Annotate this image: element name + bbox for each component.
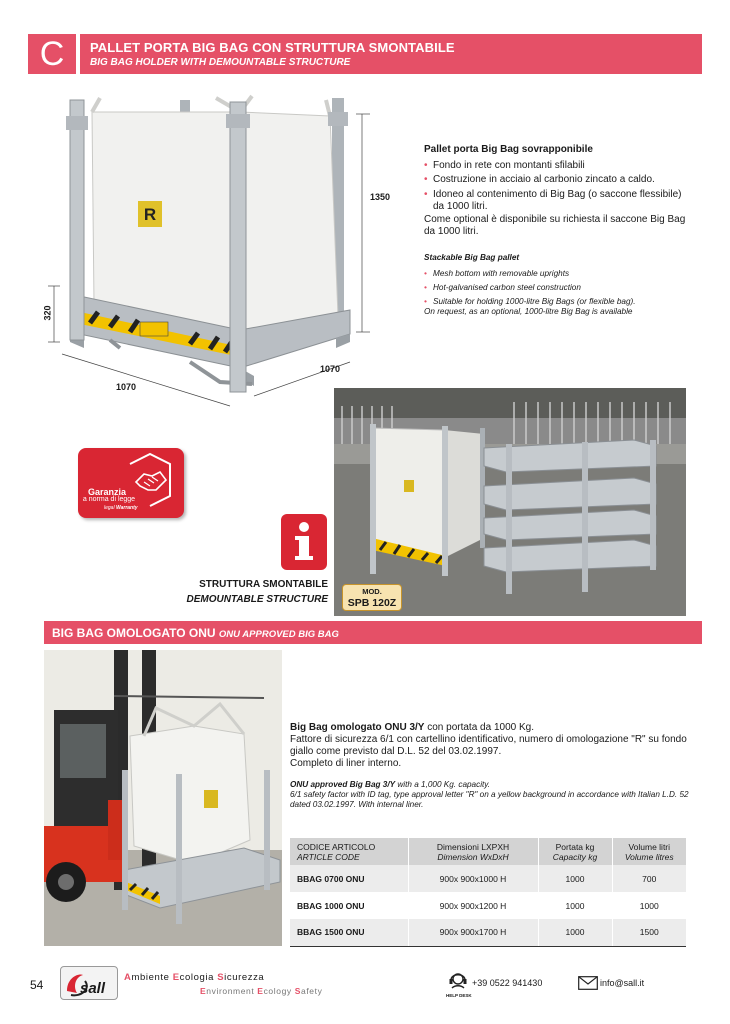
product-photo	[334, 388, 686, 616]
cell-volume: 1500	[612, 919, 686, 946]
cell-dimensions: 900x 900x1200 H	[408, 892, 538, 919]
base-height-dimension: 320	[42, 305, 53, 321]
features-list-it	[424, 160, 694, 214]
table-header-row	[290, 838, 686, 865]
cell-capacity: 1000	[538, 865, 612, 892]
cell-volume: 1000	[612, 892, 686, 919]
cell-capacity: 1000	[538, 919, 612, 946]
approval-letter: R	[143, 205, 157, 224]
tagline-it: Ambiente Ecologia Sicurezza	[124, 972, 265, 983]
feature-item: • Fondo in rete con montanti sfilabili	[424, 160, 694, 173]
column-header-volume: Volume litri Volume litres	[612, 838, 686, 865]
cell-code: BBAG 1000 ONU	[297, 900, 365, 911]
column-header-capacity: Portata kg Capacity kg	[538, 838, 612, 865]
height-dimension: 1350	[370, 192, 391, 202]
guarantee-title: Garanzia	[87, 487, 127, 497]
page-subtitle: BIG BAG HOLDER WITH DEMOUNTABLE STRUCTURE	[90, 57, 351, 68]
page-title: PALLET PORTA BIG BAG CON STRUTTURA SMONTABILE	[90, 40, 455, 55]
cell-capacity: 1000	[538, 892, 612, 919]
onu-bag-capacity-it: Big Bag omologato ONU 3/Y con portata da 1000 Kg.	[290, 722, 534, 733]
width-dimension-left: 1070	[116, 382, 137, 392]
help-desk-label: HELP DESK	[446, 993, 472, 998]
warranty-label: legal Warranty	[104, 505, 138, 511]
onu-bag-details-it: Fattore di sicurezza 6/1 con cartellino identificativo, numero di omologazione "R" su fondo giallo come previsto dal D.L. 52 del 03.02.1997.	[290, 734, 687, 757]
cell-dimensions: 900x 900x1700 H	[408, 919, 538, 946]
feature-item: • Hot-galvanised carbon steel construction	[424, 283, 694, 293]
cell-code: BBAG 0700 ONU	[290, 865, 408, 892]
section-subtitle: ONU APPROVED BIG BAG	[218, 629, 339, 640]
table-row	[290, 919, 686, 946]
feature-item: • Mesh bottom with removable uprights	[424, 269, 694, 279]
headset-icon	[447, 970, 469, 992]
guarantee-subtitle: a norma di legge	[82, 496, 136, 503]
feature-item: • Idoneo al contenimento di Big Bag (o saccone flessibile) da 1000 litri.	[424, 189, 694, 214]
envelope-icon	[578, 976, 598, 990]
cell-dimensions: 900x 900x1000 H	[408, 865, 538, 892]
section-header	[44, 621, 702, 644]
structure-label-en: DEMOUNTABLE STRUCTURE	[186, 594, 328, 605]
optional-note-en: On request, as an optional, 1000-litre Big Bag is available	[424, 306, 633, 316]
product-heading-it: Pallet porta Big Bag sovrapponibile	[424, 144, 593, 155]
logo-text: sall	[80, 980, 106, 997]
cell-code: BBAG 1500 ONU	[290, 919, 408, 946]
structure-label	[150, 577, 328, 607]
model-code: SPB 120Z	[347, 597, 397, 609]
section-letter: C	[28, 34, 76, 74]
phone-number[interactable]: +39 0522 941430	[472, 978, 543, 988]
section-title: BIG BAG OMOLOGATO ONU	[52, 626, 216, 640]
product-heading-en: Stackable Big Bag pallet	[424, 252, 520, 262]
product-description	[424, 144, 694, 317]
page-number: 54	[30, 978, 44, 992]
tagline-en: Environment Ecology Safety	[200, 986, 323, 996]
model-badge	[342, 584, 402, 611]
onu-bag-description	[290, 722, 695, 810]
width-dimension-right: 1070	[320, 364, 341, 374]
product-table	[290, 838, 686, 947]
forklift-photo	[44, 650, 282, 946]
product-description-en	[424, 253, 694, 317]
email-link[interactable]: info@sall.it	[600, 978, 645, 988]
guarantee-badge	[78, 448, 184, 518]
table-row	[290, 865, 686, 892]
cell-volume: 700	[612, 865, 686, 892]
onu-bag-description-en: ONU approved Big Bag 3/Y with a 1,000 Kg. capacity. 6/1 safety factor with ID tag, type approval letter "R" on a yellow background in accordance with Italian L.D. 52 dated 03.02.1997. With internal liner.	[290, 780, 689, 809]
feature-item: • Suitable for holding 1000-litre Big Bags (or flexible bag).	[424, 297, 694, 307]
product-diagram	[40, 86, 390, 416]
model-prefix: MOD.	[362, 587, 382, 596]
header-band	[80, 34, 702, 74]
onu-bag-liner-it: Completo di liner interno.	[290, 758, 402, 769]
info-icon	[281, 514, 327, 570]
page-header	[28, 34, 702, 74]
feature-item: • Costruzione in acciaio al carbonio zincato a caldo.	[424, 174, 694, 187]
optional-note-it: Come optional è disponibile su richiesta il saccone Big Bag da 1000 litri.	[424, 213, 686, 237]
column-header-code: CODICE ARTICOLO ARTICLE CODE	[290, 838, 408, 865]
structure-label-it: STRUTTURA SMONTABILE	[199, 579, 328, 590]
features-list-en	[424, 269, 694, 307]
table-row	[290, 892, 686, 919]
column-header-dimensions: Dimensioni LXPXH Dimension WxDxH	[408, 838, 538, 865]
